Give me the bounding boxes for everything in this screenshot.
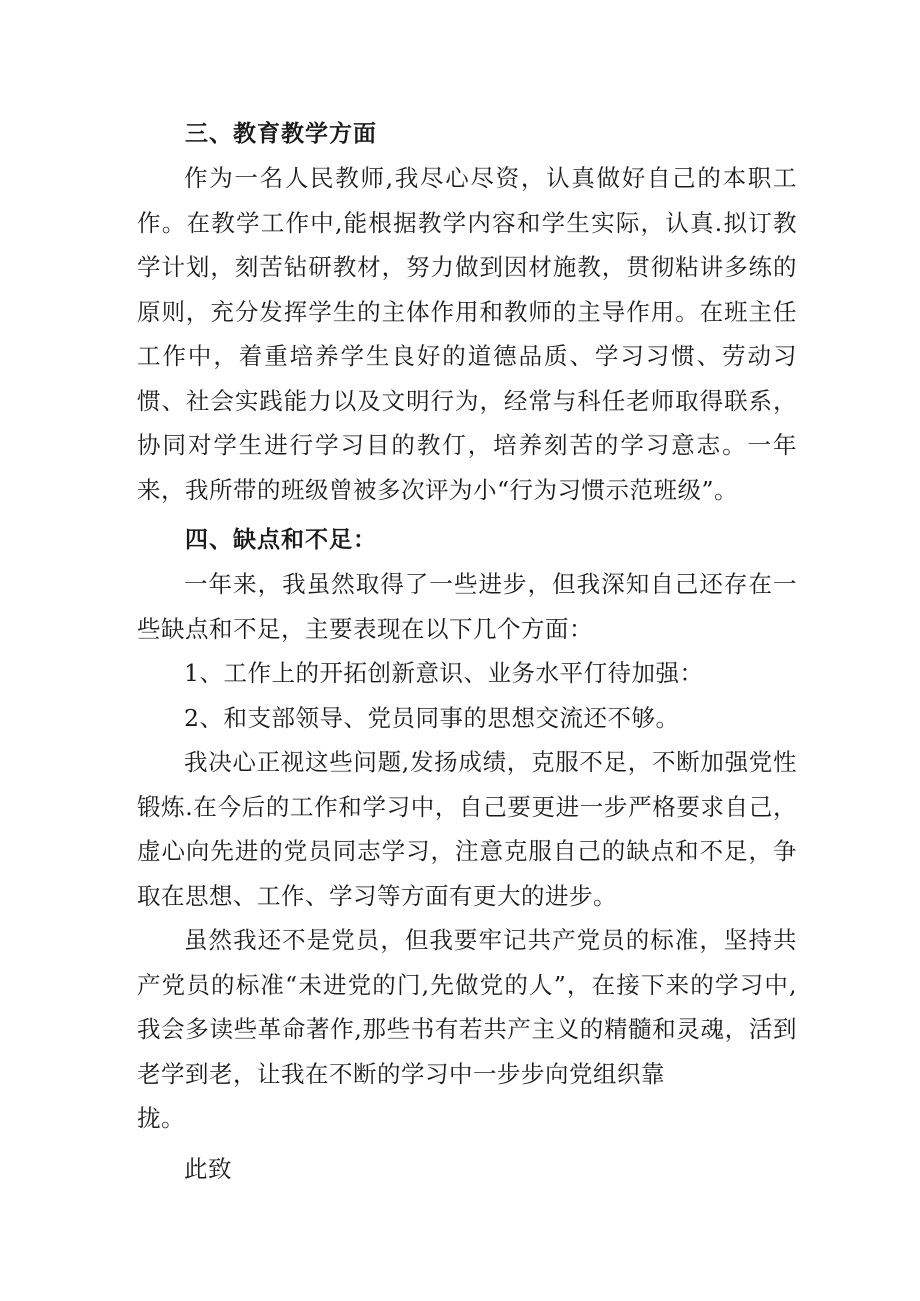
paragraph-shortcomings-intro: 一年来，我虽然取得了一些进步，但我深知自己还存在一些缺点和不足，主要表现在以下几个方面： bbox=[137, 570, 797, 643]
list-item-shortcoming-1: 1、工作上的开拓创新意识、业务水平仃待加强： bbox=[184, 659, 704, 687]
list-item-shortcoming-2: 2、和支部领导、党员同事的思想交流还不够。 bbox=[184, 703, 680, 732]
document-body bbox=[137, 112, 797, 1191]
paragraph-closing: 虽然我还不是党员，但我要牢记共产党员的标准，坚持共产党员的标准“未进党的门,先做党的人”，在接下来的学习中,我会多读些革命著作,那些书有若共产主义的精髓和灵魂，活到老学到老，让我在不断的学习中一步步向党组织靠 bbox=[137, 926, 797, 1088]
paragraph-teaching: 作为一名人民教师,我尽心尽资，认真做好自己的本职工作。在教学工作中,能根据教学内容和学生实际，认真.拟订教学计划，刻苦钻研教材，努力做到因材施教，贯彻粘讲多练的原则，充分发挥学生的主体作用和教师的主导作用。在班主任工作中，着重培养学生良好的道德品质、学习习惯、劳动习惯、社会实践能力以及文明行为，经常与科任老师取得联系，协同对学生进行学习目的教仃，培养刻苦的学习意志。一年来，我所带的班级曾被多次评为小“行为习惯示范班级”。 bbox=[137, 164, 797, 504]
paragraph-resolve: 我决心正视这些问题,发扬成绩，克服不足，不断加强党性锻炼.在今后的工作和学习中，自己要更进一步严格要求自己，虚心向先进的党员同志学习，注意克服自己的缺点和不足，争取在思想、工作、学习等方面有更大的进步。 bbox=[137, 748, 797, 910]
section-heading-teaching: 三、教育教学方面 bbox=[185, 120, 377, 147]
section-heading-shortcomings: 四、缺点和不足： bbox=[185, 526, 377, 553]
paragraph-closing-tail: 拢。 bbox=[137, 1104, 185, 1132]
salutation: 此致 bbox=[184, 1154, 232, 1183]
